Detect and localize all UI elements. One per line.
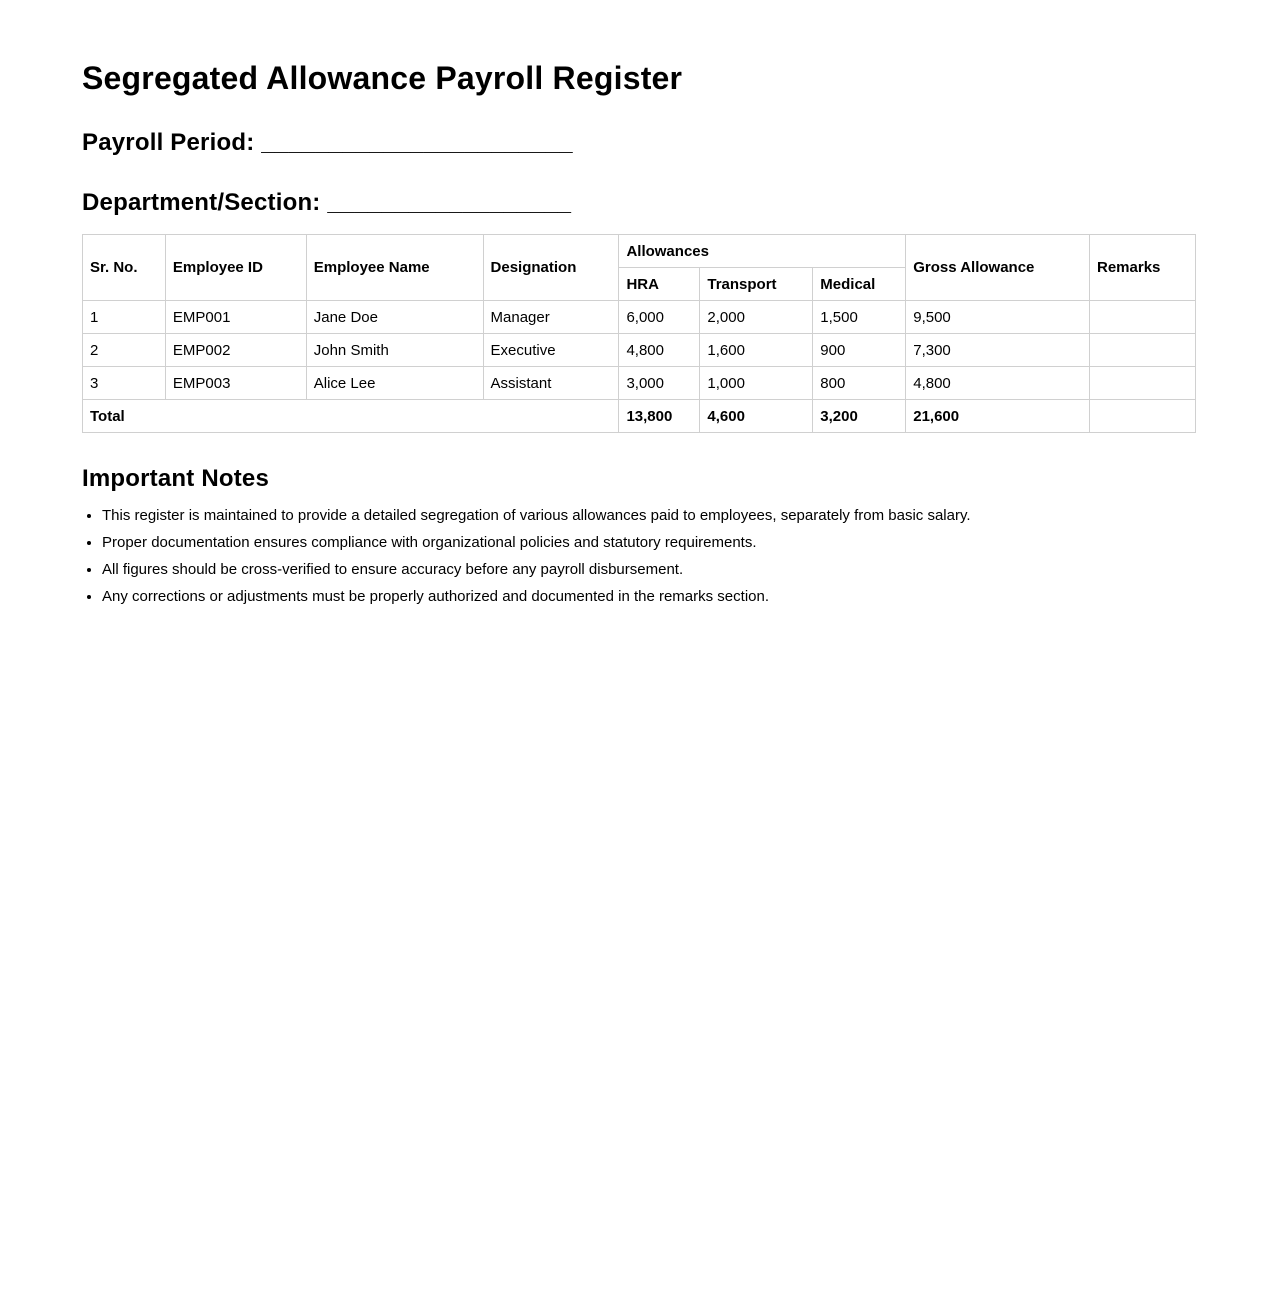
total-hra: 13,800	[619, 400, 700, 433]
cell-medical: 800	[813, 367, 906, 400]
total-label: Total	[83, 400, 619, 433]
list-item: • Any corrections or adjustments must be properly authorized and documented in the remarks section.	[102, 587, 1196, 606]
header-gross-allowance: Gross Allowance	[906, 235, 1090, 301]
payroll-period-field: Payroll Period: _______________________	[82, 129, 573, 156]
list-item: • This register is maintained to provide a detailed segregation of various allowances paid to employees, separately from basic salary.	[102, 506, 1196, 525]
cell-remarks	[1090, 367, 1196, 400]
total-remarks	[1090, 400, 1196, 433]
cell-employee-id: EMP001	[165, 301, 306, 334]
header-transport: Transport	[700, 268, 813, 301]
table-header-row	[83, 235, 1196, 268]
total-gross-allowance: 21,600	[906, 400, 1090, 433]
cell-sr-no: 3	[83, 367, 166, 400]
cell-designation: Manager	[483, 301, 619, 334]
table-total-row	[83, 400, 1196, 433]
list-item: • All figures should be cross-verified to ensure accuracy before any payroll disbursement.	[102, 560, 1196, 579]
cell-employee-id: EMP003	[165, 367, 306, 400]
table-row	[83, 301, 1196, 334]
notes-list	[82, 506, 1196, 606]
header-designation: Designation	[483, 235, 619, 301]
cell-employee-id: EMP002	[165, 334, 306, 367]
cell-gross-allowance: 9,500	[906, 301, 1090, 334]
cell-medical: 900	[813, 334, 906, 367]
allowance-register-table	[82, 234, 1196, 433]
header-employee-id: Employee ID	[165, 235, 306, 301]
cell-transport: 2,000	[700, 301, 813, 334]
cell-remarks	[1090, 301, 1196, 334]
header-hra: HRA	[619, 268, 700, 301]
cell-designation: Executive	[483, 334, 619, 367]
table-row	[83, 367, 1196, 400]
cell-hra: 4,800	[619, 334, 700, 367]
total-transport: 4,600	[700, 400, 813, 433]
table-row	[83, 334, 1196, 367]
list-item: • Proper documentation ensures compliance with organizational policies and statutory requirements.	[102, 533, 1196, 552]
notes-title: Important Notes	[82, 465, 270, 492]
header-remarks: Remarks	[1090, 235, 1196, 301]
cell-employee-name: Alice Lee	[306, 367, 483, 400]
cell-hra: 3,000	[619, 367, 700, 400]
cell-sr-no: 1	[83, 301, 166, 334]
total-medical: 3,200	[813, 400, 906, 433]
page-title: Segregated Allowance Payroll Register	[82, 60, 683, 96]
document-page	[0, 0, 1278, 606]
cell-sr-no: 2	[83, 334, 166, 367]
cell-gross-allowance: 7,300	[906, 334, 1090, 367]
header-sr-no: Sr. No.	[83, 235, 166, 301]
header-medical: Medical	[813, 268, 906, 301]
cell-employee-name: Jane Doe	[306, 301, 483, 334]
header-employee-name: Employee Name	[306, 235, 483, 301]
cell-gross-allowance: 4,800	[906, 367, 1090, 400]
cell-designation: Assistant	[483, 367, 619, 400]
header-allowances: Allowances	[619, 235, 906, 268]
cell-remarks	[1090, 334, 1196, 367]
cell-transport: 1,600	[700, 334, 813, 367]
department-section-field: Department/Section: __________________	[82, 189, 572, 216]
cell-hra: 6,000	[619, 301, 700, 334]
cell-employee-name: John Smith	[306, 334, 483, 367]
cell-transport: 1,000	[700, 367, 813, 400]
cell-medical: 1,500	[813, 301, 906, 334]
